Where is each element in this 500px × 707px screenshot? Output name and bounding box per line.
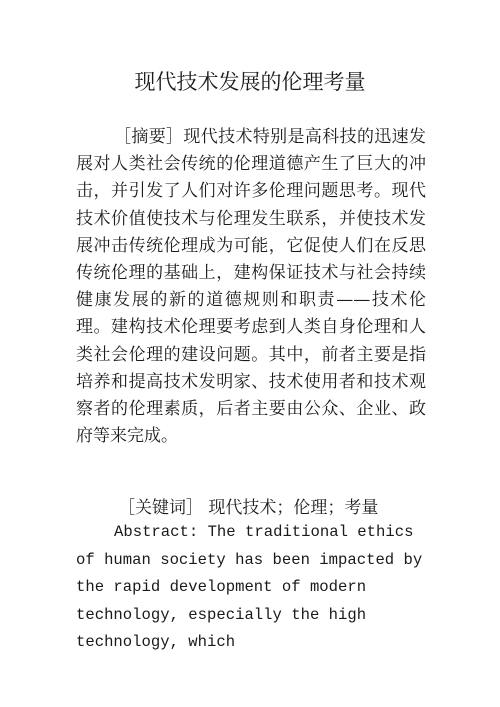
keywords-line: ［关键词］ 现代技术；伦理；考量 xyxy=(118,498,379,518)
chinese-abstract: ［摘要］现代技术特别是高科技的迅速发展对人类社会传统的伦理道德产生了巨大的冲击，并引发了人们对许多伦理问题思考。现代技术价值使技术与伦理发生联系，并使技术发展冲击传统伦理成为可能，它促使人们在反思传统伦理的基础上，建构保证技术与社会持续健康发展的新的道德规则和职责——技术伦理。建构技术伦理要考虑到人类自身伦理和人类社会伦理的建设问题。其中，前者主要是指培养和提高技术发明家、技术使用者和技术观察者的伦理素质，后者主要由公众、企业、政府等来完成。 xyxy=(76,127,426,447)
english-abstract: Abstract: The traditional ethics of human society has been impacted by the rapid development of modern technology, especially the high technology, which xyxy=(76,523,423,652)
paper-title: 现代技术发展的伦理考量 xyxy=(134,70,366,94)
